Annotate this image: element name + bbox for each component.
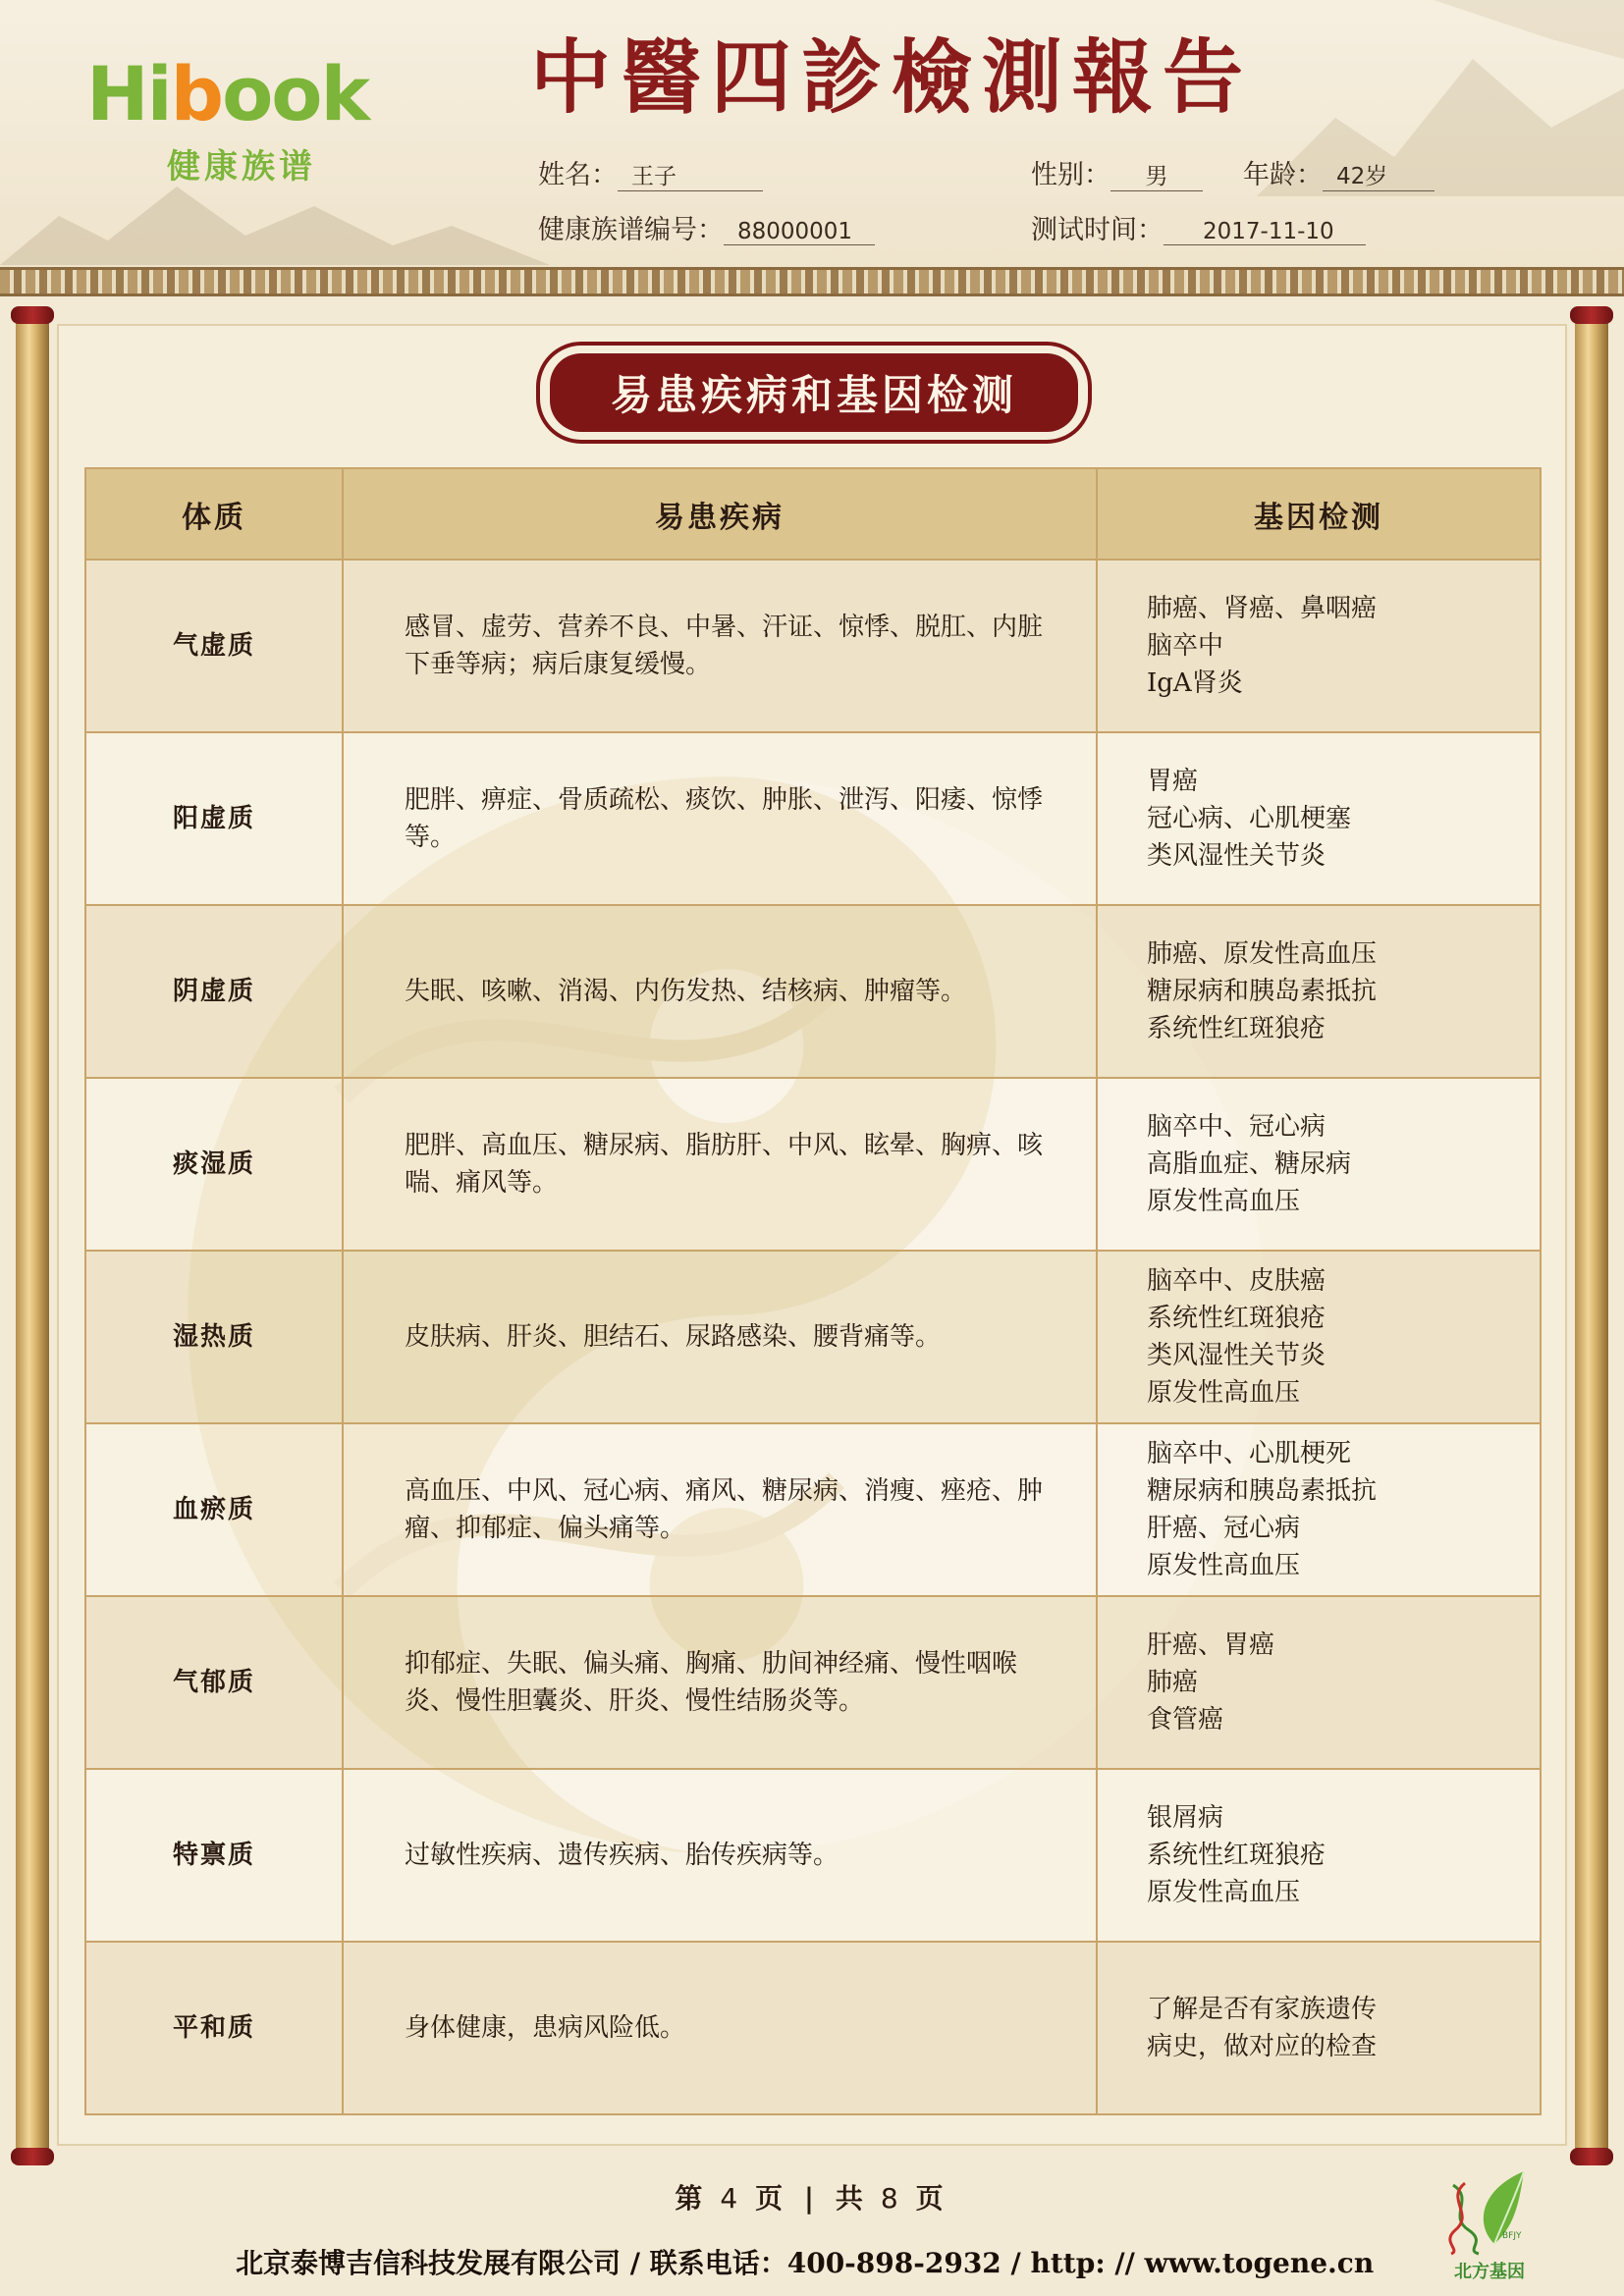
gene-item: 脑卒中、心肌梗死 <box>1147 1439 1352 1468</box>
gender-field <box>1031 153 1203 191</box>
constitution-cell: 平和质 <box>85 1942 343 2114</box>
gene-item: 系统性红斑狼疮 <box>1147 1304 1326 1333</box>
gene-item: 脑卒中、皮肤癌 <box>1147 1266 1326 1296</box>
gene-item: 糖尿病和胰岛素抵抗 <box>1147 977 1378 1006</box>
disease-gene-table <box>84 467 1542 2115</box>
gene-item: 胃癌 <box>1147 767 1199 796</box>
gene-item: 肺癌、肾癌、鼻咽癌 <box>1147 594 1378 623</box>
table-row <box>85 560 1541 732</box>
gene-cell <box>1097 1423 1541 1596</box>
name-value: 王子 <box>618 158 763 191</box>
page-indicator <box>0 2177 1624 2216</box>
gene-cell <box>1097 732 1541 905</box>
constitution-cell: 特禀质 <box>85 1769 343 1942</box>
table-row <box>85 1596 1541 1769</box>
constitution-cell: 阳虚质 <box>85 732 343 905</box>
constitution-cell: 血瘀质 <box>85 1423 343 1596</box>
hibook-logo <box>86 50 369 187</box>
table-row <box>85 1251 1541 1423</box>
gene-item: 病史，做对应的检查 <box>1147 2032 1378 2061</box>
gene-item: 冠心病、心肌梗塞 <box>1147 804 1352 833</box>
left-scroll-rod <box>16 312 49 2158</box>
date-value: 2017-11-10 <box>1164 219 1366 245</box>
name-label: 姓名： <box>538 160 618 190</box>
report-header <box>0 0 1624 267</box>
ornamental-border <box>0 267 1624 296</box>
gene-cell <box>1097 1769 1541 1942</box>
gene-item: IgA肾炎 <box>1147 668 1243 698</box>
page-prefix: 第 <box>675 2182 709 2215</box>
gene-item: 脑卒中 <box>1147 631 1224 661</box>
constitution-cell: 气虚质 <box>85 560 343 732</box>
report-title: 中醫四診檢測報告 <box>530 30 1254 125</box>
disease-cell: 肥胖、痹症、骨质疏松、痰饮、肿胀、泄泻、阳痿、惊悸等。 <box>343 732 1097 905</box>
page-suffix: 页 <box>915 2182 949 2215</box>
gene-cell <box>1097 1942 1541 2114</box>
scroll-cap <box>11 2148 54 2165</box>
scroll-cap <box>11 306 54 324</box>
gene-cell <box>1097 1078 1541 1251</box>
gene-cell <box>1097 1251 1541 1423</box>
disease-cell: 感冒、虚劳、营养不良、中暑、汗证、惊悸、脱肛、内脏下垂等病；病后康复缓慢。 <box>343 560 1097 732</box>
disease-cell: 皮肤病、肝炎、胆结石、尿路感染、腰背痛等。 <box>343 1251 1097 1423</box>
brand2-small-label: BFJY <box>1502 2231 1522 2241</box>
disease-cell: 过敏性疾病、遗传疾病、胎传疾病等。 <box>343 1769 1097 1942</box>
disease-cell: 高血压、中风、冠心病、痛风、糖尿病、消瘦、痤疮、肿瘤、抑郁症、偏头痛等。 <box>343 1423 1097 1596</box>
logo-wordmark: Hibook <box>86 50 369 137</box>
gene-item: 类风湿性关节炎 <box>1147 841 1326 871</box>
gene-cell <box>1097 1596 1541 1769</box>
gene-item: 类风湿性关节炎 <box>1147 1341 1326 1370</box>
gene-item: 原发性高血压 <box>1147 1378 1301 1408</box>
gene-item: 食管癌 <box>1147 1705 1224 1735</box>
gender-label: 性别： <box>1031 160 1110 190</box>
table-row <box>85 1942 1541 2114</box>
scroll-cap <box>1570 2148 1613 2165</box>
brand2-label: 北方基因 <box>1454 2262 1525 2282</box>
column-header-gene: 基因检测 <box>1097 468 1541 560</box>
gene-item: 原发性高血压 <box>1147 1187 1301 1216</box>
page-current: 4 <box>720 2182 744 2215</box>
gene-item: 了解是否有家族遗传 <box>1147 1995 1378 2024</box>
section-badge <box>536 342 1092 444</box>
gene-item: 系统性红斑狼疮 <box>1147 1014 1326 1043</box>
table-header-row <box>85 468 1541 560</box>
company-info: 北京泰博吉信科技发展有限公司 / 联系电话：400-898-2932 / http: // www.togene.cn <box>236 2247 1375 2279</box>
scroll-cap <box>1570 306 1613 324</box>
constitution-cell: 湿热质 <box>85 1251 343 1423</box>
gene-item: 高脂血症、糖尿病 <box>1147 1149 1352 1179</box>
gene-item: 银屑病 <box>1147 1803 1224 1833</box>
table-row <box>85 1423 1541 1596</box>
gene-item: 原发性高血压 <box>1147 1551 1301 1580</box>
column-header-constitution: 体质 <box>85 468 343 560</box>
gene-item: 系统性红斑狼疮 <box>1147 1841 1326 1870</box>
disease-cell: 失眠、咳嗽、消渴、内伤发热、结核病、肿瘤等。 <box>343 905 1097 1078</box>
gene-item: 肝癌、冠心病 <box>1147 1514 1301 1543</box>
id-label: 健康族谱编号： <box>538 215 724 245</box>
gene-item: 肺癌、原发性高血压 <box>1147 939 1378 969</box>
date-field <box>1031 208 1366 246</box>
gene-cell <box>1097 905 1541 1078</box>
gene-item: 脑卒中、冠心病 <box>1147 1112 1326 1142</box>
table-row <box>85 905 1541 1078</box>
page-total: 8 <box>880 2182 904 2215</box>
table-row <box>85 732 1541 905</box>
gene-item: 原发性高血压 <box>1147 1878 1301 1907</box>
name-field <box>538 153 763 191</box>
gene-item: 肝癌、胃癌 <box>1147 1630 1275 1660</box>
gene-cell <box>1097 560 1541 732</box>
page-mid: 页 | 共 <box>755 2182 869 2215</box>
id-value: 88000001 <box>724 219 875 245</box>
constitution-cell: 气郁质 <box>85 1596 343 1769</box>
gender-value: 男 <box>1110 158 1203 191</box>
constitution-cell: 痰湿质 <box>85 1078 343 1251</box>
age-label: 年龄： <box>1243 160 1323 190</box>
section-title: 易患疾病和基因检测 <box>610 371 1017 419</box>
gene-item: 糖尿病和胰岛素抵抗 <box>1147 1476 1378 1506</box>
beifang-logo <box>1435 2165 1543 2283</box>
column-header-disease: 易患疾病 <box>343 468 1097 560</box>
gene-item: 肺癌 <box>1147 1668 1199 1697</box>
age-field <box>1243 153 1435 191</box>
date-label: 测试时间： <box>1031 215 1164 245</box>
table-row <box>85 1078 1541 1251</box>
logo-subtitle: 健康族谱 <box>167 147 316 187</box>
leaf-dna-icon <box>1435 2165 1543 2256</box>
disease-cell: 抑郁症、失眠、偏头痛、胸痛、肋间神经痛、慢性咽喉炎、慢性胆囊炎、肝炎、慢性结肠炎等。 <box>343 1596 1097 1769</box>
age-value: 42岁 <box>1323 158 1435 191</box>
table-row <box>85 1769 1541 1942</box>
right-scroll-rod <box>1575 312 1608 2158</box>
disease-cell: 身体健康，患病风险低。 <box>343 1942 1097 2114</box>
disease-cell: 肥胖、高血压、糖尿病、脂肪肝、中风、眩晕、胸痹、咳喘、痛风等。 <box>343 1078 1097 1251</box>
constitution-cell: 阴虚质 <box>85 905 343 1078</box>
id-field <box>538 208 875 246</box>
